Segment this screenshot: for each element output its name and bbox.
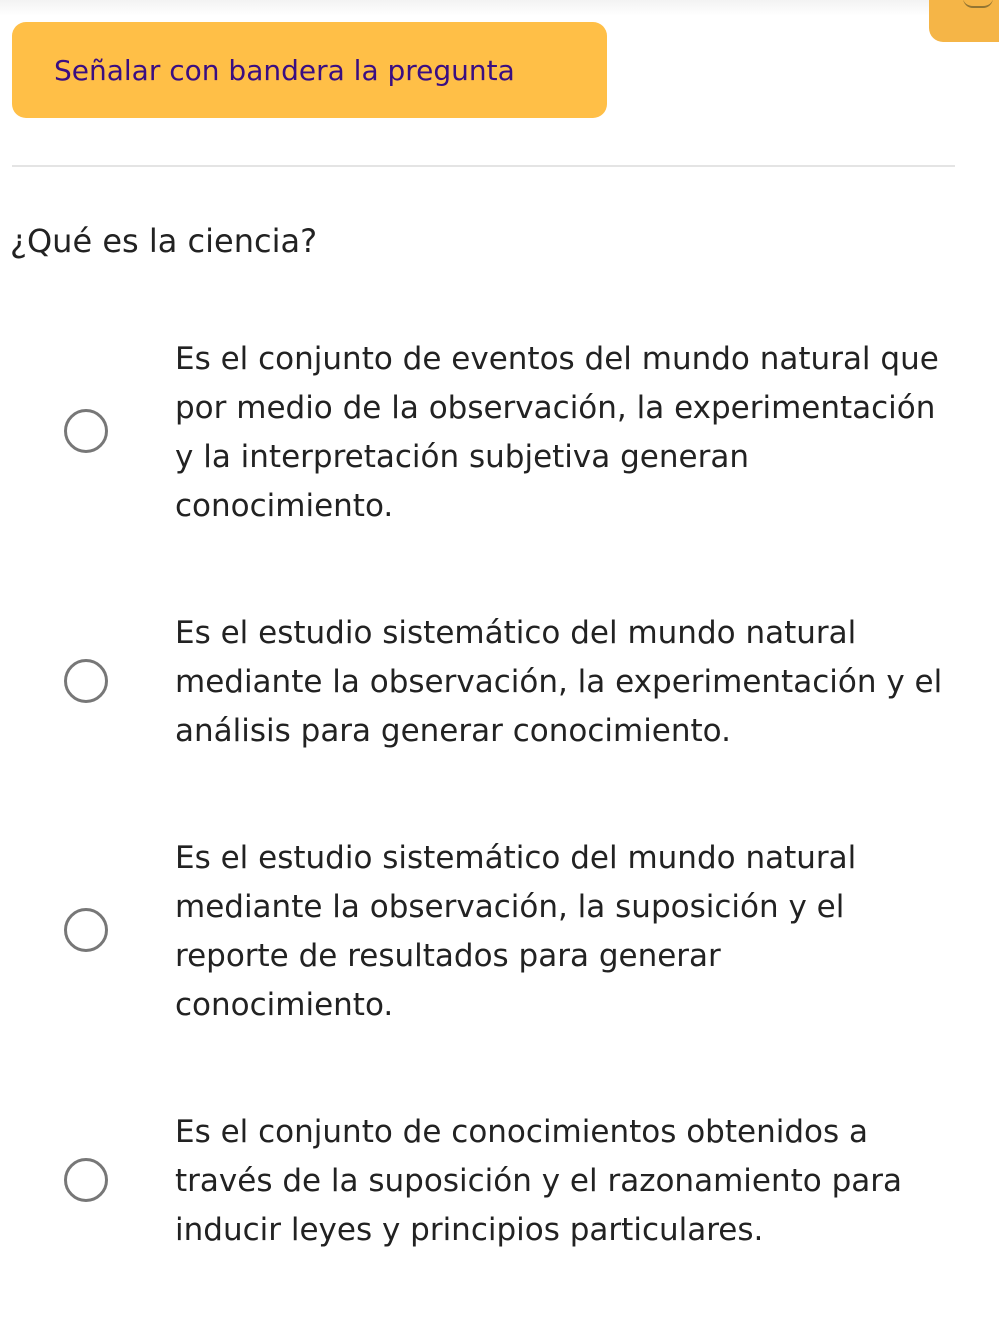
radio-button-c[interactable] <box>64 908 108 952</box>
answer-option-b[interactable] <box>60 609 943 756</box>
answer-option-c[interactable] <box>60 834 940 1030</box>
question-text: ¿Qué es la ciencia? <box>10 222 318 260</box>
top-edge <box>0 0 999 16</box>
corner-menu-button[interactable] <box>929 0 999 42</box>
answer-option-d-text: Es el conjunto de conocimientos obtenidos a través de la suposición y el razonamiento para inducir leyes y principios particulares. <box>175 1114 903 1248</box>
answer-option-a[interactable] <box>60 335 940 531</box>
answer-option-d[interactable] <box>60 1108 940 1255</box>
answer-option-a-text: Es el conjunto de eventos del mundo natural que por medio de la observación, la experimentación y la interpretación subjetiva generan conocimiento. <box>175 341 939 524</box>
radio-button-d[interactable] <box>64 1158 108 1202</box>
answer-option-c-text: Es el estudio sistemático del mundo natural mediante la observación, la suposición y el reporte de resultados para generar conocimiento. <box>175 840 857 1023</box>
answer-option-b-text: Es el estudio sistemático del mundo natural mediante la observación, la experimentación y el análisis para generar conocimiento. <box>175 615 943 749</box>
flag-question-button[interactable]: Señalar con bandera la pregunta <box>12 22 607 118</box>
radio-button-a[interactable] <box>64 409 108 453</box>
corner-icon <box>963 0 993 8</box>
radio-button-b[interactable] <box>64 659 108 703</box>
divider <box>12 165 955 167</box>
